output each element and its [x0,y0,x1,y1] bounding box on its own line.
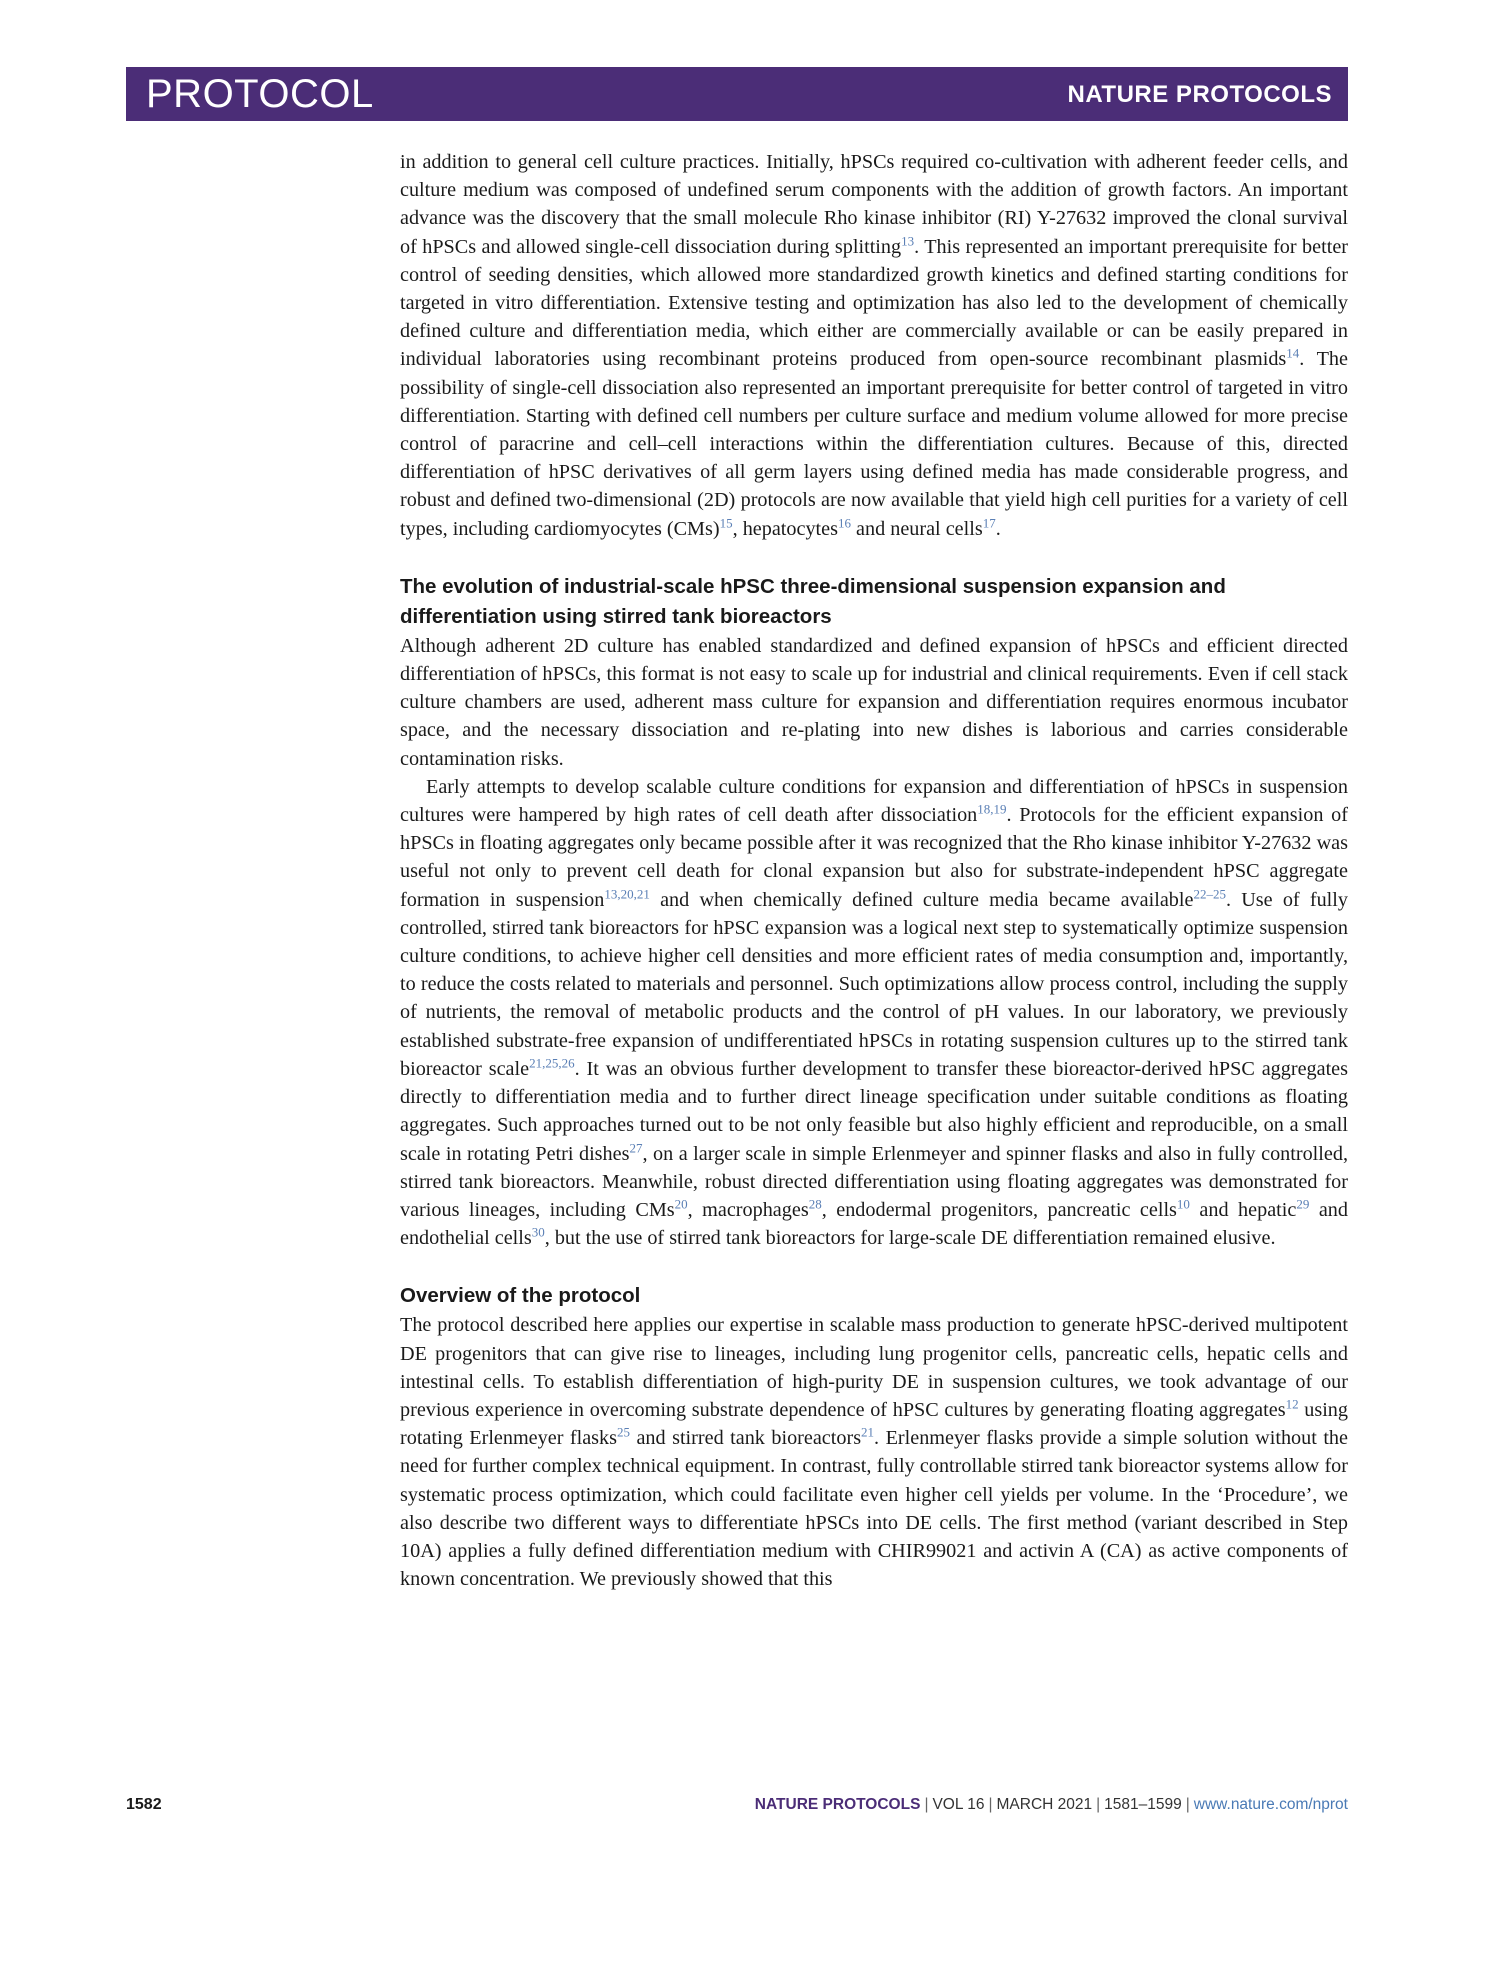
text-run: and endothelial cells [400,1198,1348,1250]
paragraph-4 [400,1311,1348,1593]
page-header [126,67,1348,121]
text-run: and hepatic [1189,1198,1297,1221]
citation[interactable]: 16 [837,514,851,530]
text-run: and when chemically defined culture media became available [649,888,1194,911]
text-run: . Use of fully controlled, stirred tank bioreactors for hPSC expansion was a logical next step to systematically optimize suspension culture conditions, to achieve higher cell densities and more efficient rates of media consumption and, importantly, to reduce the costs related to materials and personnel. Such optimizations allow process control, including the supply of nutrients, the removal of metabolic products and the control of pH values. In our laboratory, we previously established substrate-free expansion of undifferentiated hPSCs in rotating suspension cultures up to the stirred tank bioreactor scale [400,888,1348,1080]
citation[interactable]: 15 [719,514,733,530]
text-run: using rotating Erlenmeyer flasks [400,1398,1348,1450]
footer-citation [755,1796,1348,1814]
citation[interactable]: 25 [617,1424,630,1440]
citation[interactable]: 30 [531,1224,545,1240]
section-heading-evolution: The evolution of industrial-scale hPSC three-dimensional suspension expansion and differentiation using stirred tank bioreactors [400,574,1226,628]
citation[interactable]: 18,19 [977,801,1007,817]
text-run: , endodermal progenitors, pancreatic cells [821,1198,1177,1221]
citation[interactable]: 12 [1285,1396,1299,1412]
separator: | [988,1796,993,1813]
text-run: , macrophages [687,1198,809,1221]
paragraph-3 [400,773,1348,1252]
section-label: PROTOCOL [146,72,374,116]
footer-volume: VOL 16 [932,1796,985,1813]
separator: | [1096,1796,1101,1813]
footer-date: MARCH 2021 [996,1796,1093,1813]
paragraph-2: Although adherent 2D culture has enabled standardized and defined expansion of hPSCs and efficient directed differentiation of hPSCs, this format is not easy to scale up for industrial and clinical requirements. Even if cell stack culture chambers are used, adherent mass culture for expansion and differentiation requires enormous incubator space, and the necessary dissociation and re-plating into new dishes is laborious and carries considerable contamination risks. [400,634,1348,770]
text-run: in addition to general cell culture practices. Initially, hPSCs required co-cultivation with adherent feeder cells, and culture medium was composed of undefined serum components with the addition of growth factors. An important advance was the discovery that the small molecule Rho kinase inhibitor (RI) Y-27632 improved the clonal survival of hPSCs and allowed single-cell dissociation during splitting [400,151,1348,258]
paragraph-1 [400,148,1348,543]
journal-name: NATURE PROTOCOLS [1067,81,1332,108]
citation[interactable]: 27 [629,1139,643,1155]
text-run: , hepatocytes [732,517,838,540]
footer-journal: NATURE PROTOCOLS [754,1796,921,1813]
citation[interactable]: 29 [1296,1196,1310,1212]
text-run: , but the use of stirred tank bioreactors for large-scale DE differentiation remained elusive. [544,1227,1276,1250]
citation[interactable]: 17 [982,514,996,530]
text-run: and stirred tank bioreactors [630,1427,862,1450]
text-run: Early attempts to develop scalable culture conditions for expansion and differentiation of hPSCs in suspension cultures were hampered by high rates of cell death after dissociation [400,775,1348,827]
text-run: and neural cells [850,517,983,540]
citation[interactable]: 21,25,26 [529,1055,575,1071]
text-run: . This represented an important prerequisite for better control of seeding densities, which allowed more standardized growth kinetics and defined starting conditions for targeted in vitro differentiation. Extensive testing and optimization has also led to the development of chemically defined culture and differentiation media, which either are commercially available or can be easily prepared in individual laboratories using recombinant proteins produced from open-source recombinant plasmids [400,235,1348,371]
text-run: . [995,517,1001,540]
text-run: . It was an obvious further development to transfer these bioreactor-derived hPSC aggregates directly to differentiation media and to further direct lineage specification under suitable conditions as floating aggregates. Such approaches turned out to be not only feasible but also highly efficient and reproducible, on a small scale in rotating Petri dishes [400,1057,1349,1165]
separator: | [1185,1796,1190,1813]
separator: | [924,1796,929,1813]
page-number: 1582 [126,1796,162,1813]
section-heading-overview: Overview of the protocol [400,1284,641,1308]
citation[interactable]: 21 [861,1424,875,1440]
citation[interactable]: 13,20,21 [604,885,650,901]
citation[interactable]: 10 [1176,1196,1190,1212]
citation[interactable]: 28 [808,1196,822,1212]
text-run: The protocol described here applies our expertise in scalable mass production to generate hPSC-derived multipotent DE progenitors that can give rise to lineages, including lung progenitor cells, pancreatic cells, hepatic cells and intestinal cells. To establish differentiation of high-purity DE in suspension cultures, we took advantage of our previous experience in overcoming substrate dependence of hPSC cultures by generating floating aggregates [400,1314,1348,1421]
citation[interactable]: 14 [1286,345,1300,361]
text-run: . Erlenmeyer flasks provide a simple solution without the need for further complex technical equipment. In contrast, fully controllable stirred tank bioreactor systems allow for systematic process optimization, which could facilitate even higher cell yields per volume. In the ‘Procedure’, we also describe two different ways to differentiate hPSCs into DE cells. The first method (variant described in Step 10A) applies a fully defined differentiation medium with CHIR99021 and activin A (CA) as active components of known concentration. We previously showed that this [400,1427,1348,1591]
text-run: . The possibility of single-cell dissociation also represented an important prerequisite for better control of targeted in vitro differentiation. Starting with defined cell numbers per culture surface and medium volume allowed for more precise control of paracrine and cell–cell interactions within the differentiation cultures. Because of this, directed differentiation of hPSC derivatives of all germ layers using defined media has made considerable progress, and robust and defined two-dimensional (2D) protocols are now available that yield high cell purities for a variety of cell types, including cardiomyocytes (CMs) [400,348,1348,540]
footer-pages: 1581–1599 [1104,1796,1182,1813]
text-run: , on a larger scale in simple Erlenmeyer and spinner flasks and also in fully controlled, stirred tank bioreactors. Meanwhile, robust directed differentiation using floating aggregates was demonstrated for various lineages, including CMs [400,1142,1348,1221]
text-run: . Protocols for the efficient expansion of hPSCs in floating aggregates only became possible after it was recognized that the Rho kinase inhibitor Y-27632 was useful not only to prevent cell death for clonal expansion but also for substrate-independent hPSC aggregate formation in suspension [400,804,1348,911]
citation[interactable]: 20 [674,1196,688,1212]
article-body [400,148,1348,1593]
footer-url-link[interactable]: www.nature.com/nprot [1193,1796,1348,1813]
citation[interactable]: 22–25 [1193,885,1226,901]
citation[interactable]: 13 [901,232,915,248]
